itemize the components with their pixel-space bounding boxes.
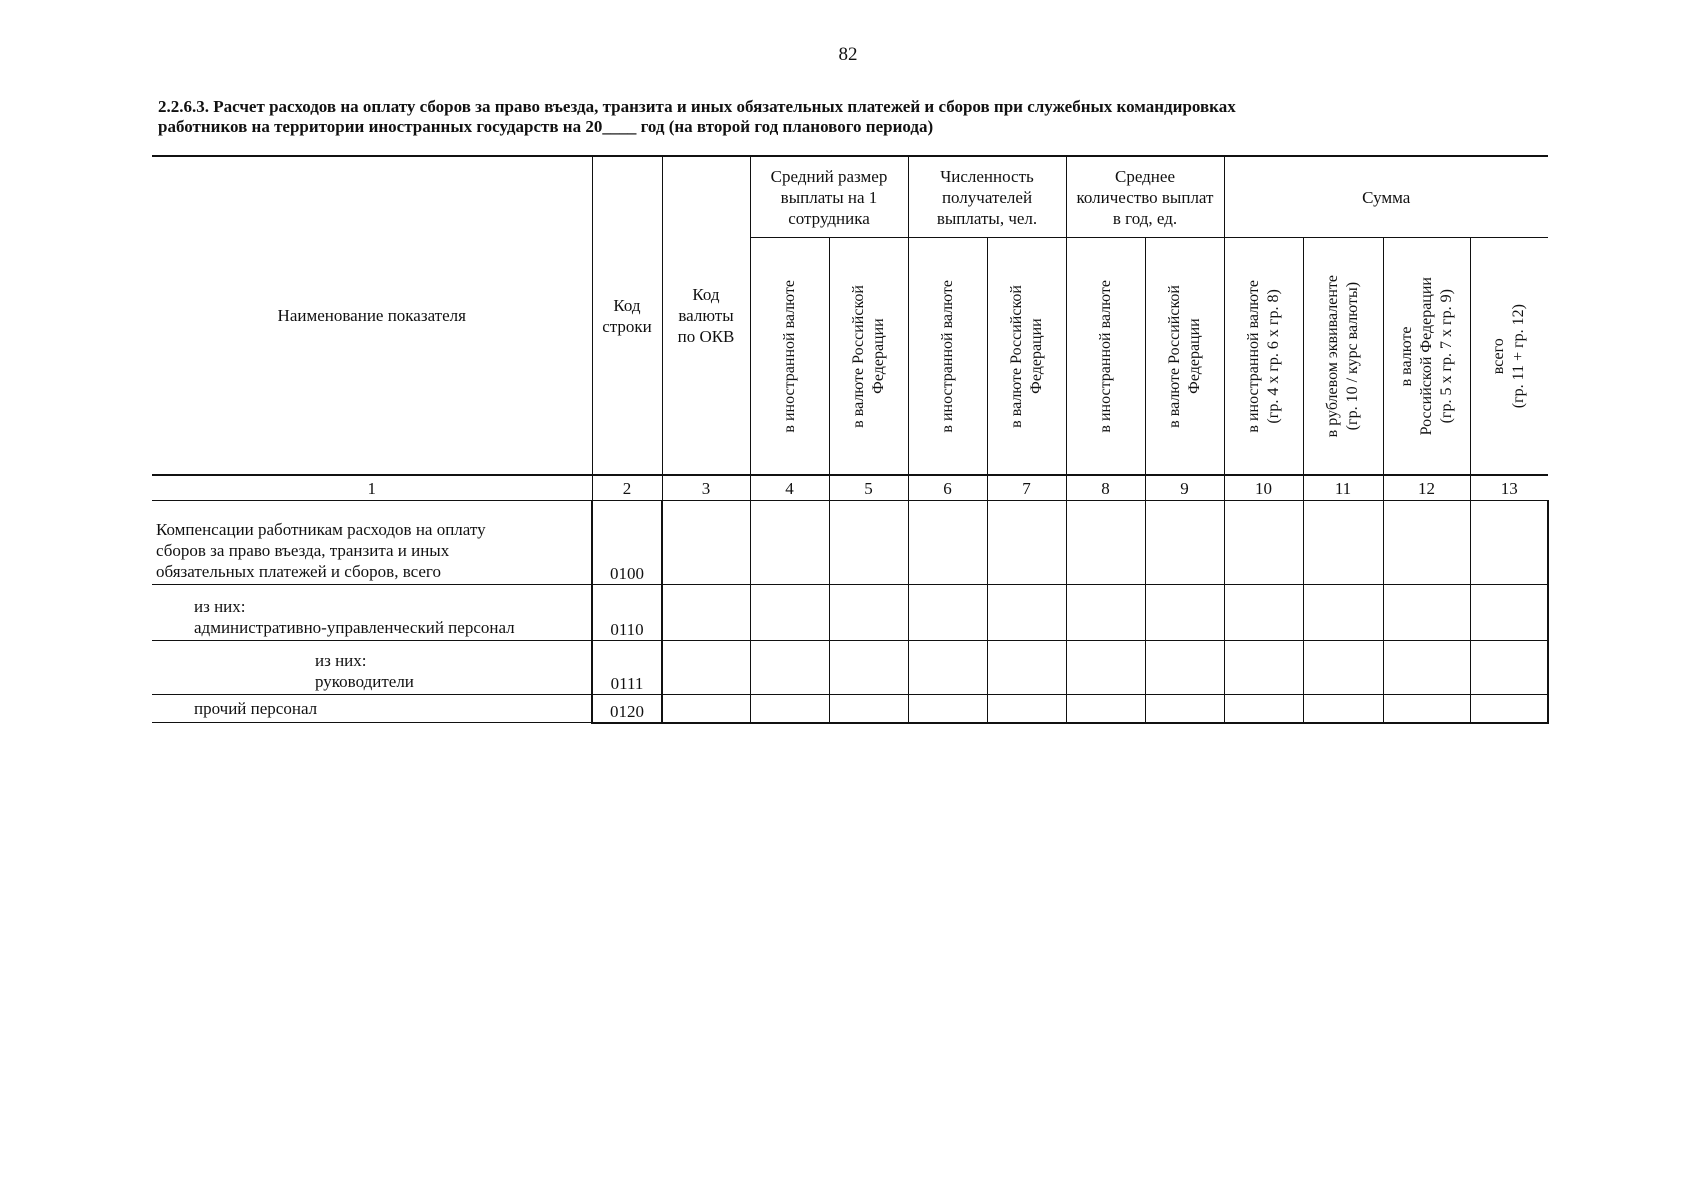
cell-value[interactable] — [1470, 641, 1548, 695]
cell-value[interactable] — [1145, 585, 1224, 641]
header-group-avg-payment: Средний размер выплаты на 1 сотрудника — [750, 156, 908, 238]
cell-value[interactable] — [829, 585, 908, 641]
cell-currency-code[interactable] — [662, 641, 750, 695]
header-row-code: Код строки — [592, 156, 662, 475]
row-code: 0100 — [592, 501, 662, 585]
cell-value[interactable] — [1303, 695, 1383, 723]
row-code: 0110 — [592, 585, 662, 641]
cell-value[interactable] — [1224, 501, 1303, 585]
column-numbers-row — [152, 475, 1548, 501]
cell-value[interactable] — [908, 641, 987, 695]
cell-value[interactable] — [1470, 695, 1548, 723]
report-table — [152, 155, 1549, 724]
header-group-recipients: Численность получателей выплаты, чел. — [908, 156, 1066, 238]
cell-value[interactable] — [1224, 695, 1303, 723]
row-name: из них: руководители — [152, 641, 592, 695]
cell-value[interactable] — [908, 501, 987, 585]
cell-value[interactable] — [1224, 641, 1303, 695]
cell-value[interactable] — [829, 695, 908, 723]
cell-value[interactable] — [987, 641, 1066, 695]
document-heading — [158, 97, 1538, 137]
cell-currency-code[interactable] — [662, 585, 750, 641]
cell-value[interactable] — [1066, 695, 1145, 723]
table-row — [152, 501, 1548, 585]
column-number: 10 — [1224, 475, 1303, 501]
cell-value[interactable] — [1066, 501, 1145, 585]
cell-value[interactable] — [1145, 641, 1224, 695]
header-currency-code: Код валюты по ОКВ — [662, 156, 750, 475]
column-number: 6 — [908, 475, 987, 501]
cell-value[interactable] — [750, 501, 829, 585]
cell-value[interactable] — [1303, 501, 1383, 585]
column-number: 12 — [1383, 475, 1470, 501]
header-col-12: в валюте Российской Федерации (гр. 5 х гр. 7 х гр. 9) — [1383, 238, 1470, 476]
cell-value[interactable] — [1303, 585, 1383, 641]
row-code: 0111 — [592, 641, 662, 695]
cell-value[interactable] — [1145, 695, 1224, 723]
column-number: 8 — [1066, 475, 1145, 501]
column-number: 4 — [750, 475, 829, 501]
cell-value[interactable] — [987, 501, 1066, 585]
table-row — [152, 585, 1548, 641]
header-indicator-name: Наименование показателя — [152, 156, 592, 475]
column-number: 5 — [829, 475, 908, 501]
column-number: 7 — [987, 475, 1066, 501]
header-col-8: в иностранной валюте — [1066, 238, 1145, 476]
cell-currency-code[interactable] — [662, 501, 750, 585]
cell-value[interactable] — [1066, 585, 1145, 641]
cell-value[interactable] — [750, 585, 829, 641]
header-group-frequency: Среднее количество выплат в год, ед. — [1066, 156, 1224, 238]
header-col-7: в валюте Российской Федерации — [987, 238, 1066, 476]
header-col-4: в иностранной валюте — [750, 238, 829, 476]
cell-value[interactable] — [1383, 695, 1470, 723]
column-number: 9 — [1145, 475, 1224, 501]
header-col-11: в рублевом эквиваленте (гр. 10 / курс валюты) — [1303, 238, 1383, 476]
cell-value[interactable] — [908, 695, 987, 723]
column-number: 1 — [152, 475, 592, 501]
cell-value[interactable] — [908, 585, 987, 641]
cell-value[interactable] — [1224, 585, 1303, 641]
row-name: из них: административно-управленческий персонал — [152, 585, 592, 641]
cell-value[interactable] — [987, 585, 1066, 641]
table-row — [152, 695, 1548, 723]
header-col-13: всего (гр. 11 + гр. 12) — [1470, 238, 1548, 476]
column-number: 13 — [1470, 475, 1548, 501]
cell-value[interactable] — [829, 501, 908, 585]
page-number: 82 — [838, 44, 858, 65]
cell-value[interactable] — [1383, 501, 1470, 585]
heading-line-1: 2.2.6.3. Расчет расходов на оплату сборов за право въезда, транзита и иных обязательных платежей и сборов при служебных командировках — [158, 97, 1236, 116]
row-name: Компенсации работникам расходов на оплату сборов за право въезда, транзита и иных обязательных платежей и сборов, всего — [152, 501, 592, 585]
cell-currency-code[interactable] — [662, 695, 750, 723]
header-group-sum: Сумма — [1224, 156, 1548, 238]
cell-value[interactable] — [987, 695, 1066, 723]
header-col-10: в иностранной валюте (гр. 4 х гр. 6 х гр. 8) — [1224, 238, 1303, 476]
table-row — [152, 641, 1548, 695]
cell-value[interactable] — [1383, 585, 1470, 641]
cell-value[interactable] — [1470, 585, 1548, 641]
header-col-6: в иностранной валюте — [908, 238, 987, 476]
row-code: 0120 — [592, 695, 662, 723]
cell-value[interactable] — [750, 695, 829, 723]
header-col-5: в валюте Российской Федерации — [829, 238, 908, 476]
cell-value[interactable] — [750, 641, 829, 695]
column-number: 11 — [1303, 475, 1383, 501]
cell-value[interactable] — [1470, 501, 1548, 585]
cell-value[interactable] — [1303, 641, 1383, 695]
cell-value[interactable] — [1066, 641, 1145, 695]
cell-value[interactable] — [1383, 641, 1470, 695]
cell-value[interactable] — [829, 641, 908, 695]
column-number: 3 — [662, 475, 750, 501]
heading-line-2: работников на территории иностранных государств на 20____ год (на второй год планового периода) — [158, 117, 934, 136]
header-row-groups — [152, 156, 1548, 238]
cell-value[interactable] — [1145, 501, 1224, 585]
header-col-9: в валюте Российской Федерации — [1145, 238, 1224, 476]
row-name: прочий персонал — [152, 695, 592, 723]
column-number: 2 — [592, 475, 662, 501]
